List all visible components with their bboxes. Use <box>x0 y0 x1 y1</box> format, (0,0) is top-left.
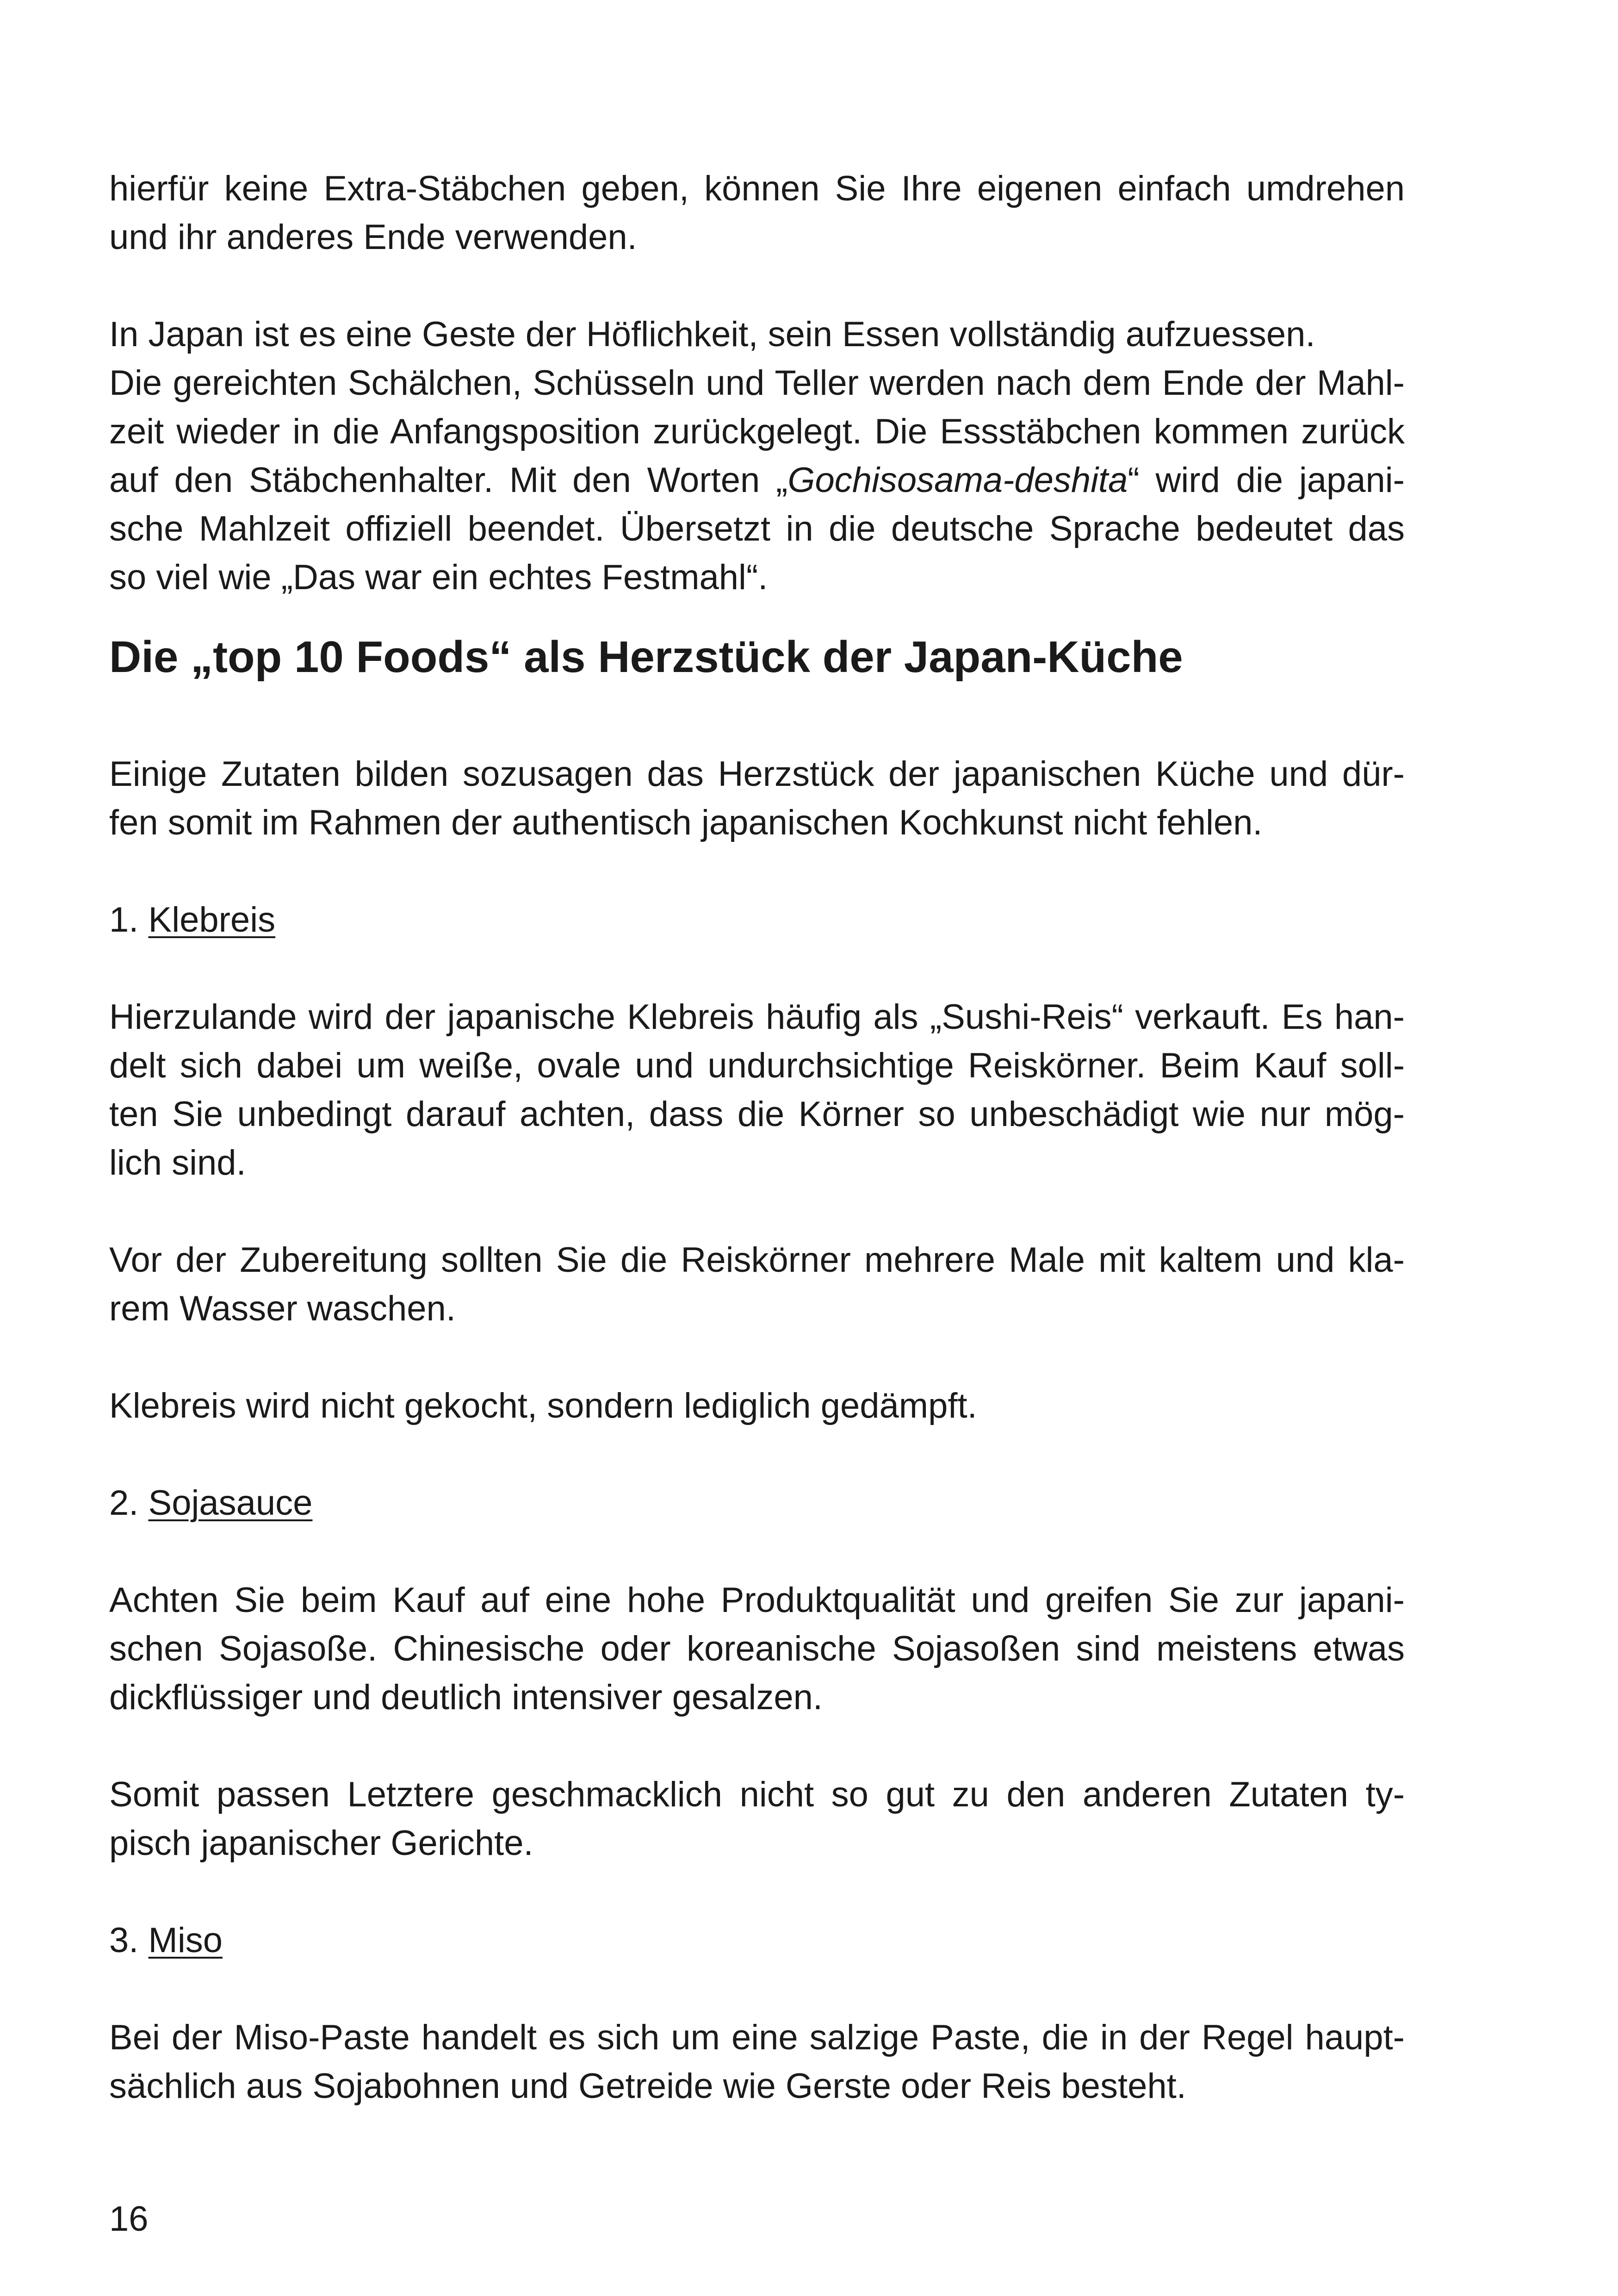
text-line: Achten Sie beim Kauf auf eine hohe Produktqualität und greifen Sie zur japani- <box>109 1580 1405 1620</box>
text-line: zeit wieder in die Anfangsposition zurückgelegt. Die Essstäbchen kommen zurück <box>109 412 1405 451</box>
text-fragment: “ wird die japani- <box>1128 460 1405 500</box>
text-line: hierfür keine Extra-Stäbchen geben, können Sie Ihre eigenen einfach umdrehen <box>109 169 1405 208</box>
list-label: Sojasauce <box>148 1483 313 1523</box>
paragraph-sojasauce-1 <box>109 1576 1405 1722</box>
list-item-label-sojasauce <box>109 1479 312 1527</box>
text-line: sche Mahlzeit offiziell beendet. Übersetzt in die deutsche Sprache bedeutet das <box>109 509 1405 548</box>
list-label: Klebreis <box>148 900 276 940</box>
text-line: Bei der Miso-Paste handelt es sich um eine salzige Paste, die in der Regel haupt- <box>109 2018 1405 2057</box>
text-line: Die gereichten Schälchen, Schüsseln und Teller werden nach dem Ende der Mahl- <box>109 363 1405 403</box>
list-item-label-miso <box>109 1916 223 1965</box>
text-line-with-italic <box>109 456 1405 504</box>
text-fragment: auf den Stäbchenhalter. Mit den Worten „ <box>109 460 788 500</box>
text-line: fen somit im Rahmen der authentisch japanischen Kochkunst nicht fehlen. <box>109 803 1263 842</box>
list-item-label-klebreis <box>109 896 275 944</box>
paragraph-intro <box>109 750 1405 847</box>
page-number: 16 <box>109 2199 149 2239</box>
text-line: In Japan ist es eine Geste der Höflichkeit, sein Essen vollständig aufzuessen. <box>109 315 1315 354</box>
paragraph-sojasauce-2 <box>109 1770 1405 1867</box>
text-line: delt sich dabei um weiße, ovale und undurchsichtige Reiskörner. Beim Kauf soll- <box>109 1046 1405 1085</box>
text-line: Somit passen Letztere geschmacklich nicht so gut zu den anderen Zutaten ty- <box>109 1775 1405 1814</box>
list-number: 3. <box>109 1921 139 1960</box>
list-label: Miso <box>148 1921 223 1960</box>
paragraph-continuation <box>109 164 1405 261</box>
text-line: Klebreis wird nicht gekocht, sondern lediglich gedämpft. <box>109 1386 977 1425</box>
text-line: und ihr anderes Ende verwenden. <box>109 218 637 257</box>
italic-term: Gochisosama-deshita <box>787 460 1128 500</box>
paragraph-miso-1 <box>109 2013 1405 2110</box>
text-line: lich sind. <box>109 1143 246 1182</box>
text-line: sächlich aus Sojabohnen und Getreide wie Gerste oder Reis besteht. <box>109 2066 1186 2106</box>
list-number: 2. <box>109 1483 139 1523</box>
paragraph-klebreis-1 <box>109 993 1405 1187</box>
text-line: Hierzulande wird der japanische Klebreis häufig als „Sushi-Reis“ verkauft. Es han- <box>109 997 1405 1037</box>
paragraph-klebreis-3 <box>109 1381 1405 1430</box>
text-line: Vor der Zubereitung sollten Sie die Reiskörner mehrere Male mit kaltem und kla- <box>109 1240 1405 1280</box>
text-line: ten Sie unbedingt darauf achten, dass die Körner so unbeschädigt wie nur mög- <box>109 1095 1405 1134</box>
text-line: so viel wie „Das war ein echtes Festmahl“. <box>109 558 768 597</box>
text-line: Einige Zutaten bilden sozusagen das Herzstück der japanischen Küche und dür- <box>109 754 1405 794</box>
paragraph-klebreis-2 <box>109 1236 1405 1333</box>
text-line: dickflüssiger und deutlich intensiver gesalzen. <box>109 1678 823 1717</box>
text-line: pisch japanischer Gerichte. <box>109 1823 533 1863</box>
text-line: rem Wasser waschen. <box>109 1289 456 1328</box>
paragraph-etiquette <box>109 310 1405 602</box>
section-heading: Die „top 10 Foods“ als Herzstück der Japan-Küche <box>109 632 1183 682</box>
list-number: 1. <box>109 900 139 940</box>
text-line: schen Sojasoße. Chinesische oder koreanische Sojasoßen sind meistens etwas <box>109 1629 1405 1668</box>
